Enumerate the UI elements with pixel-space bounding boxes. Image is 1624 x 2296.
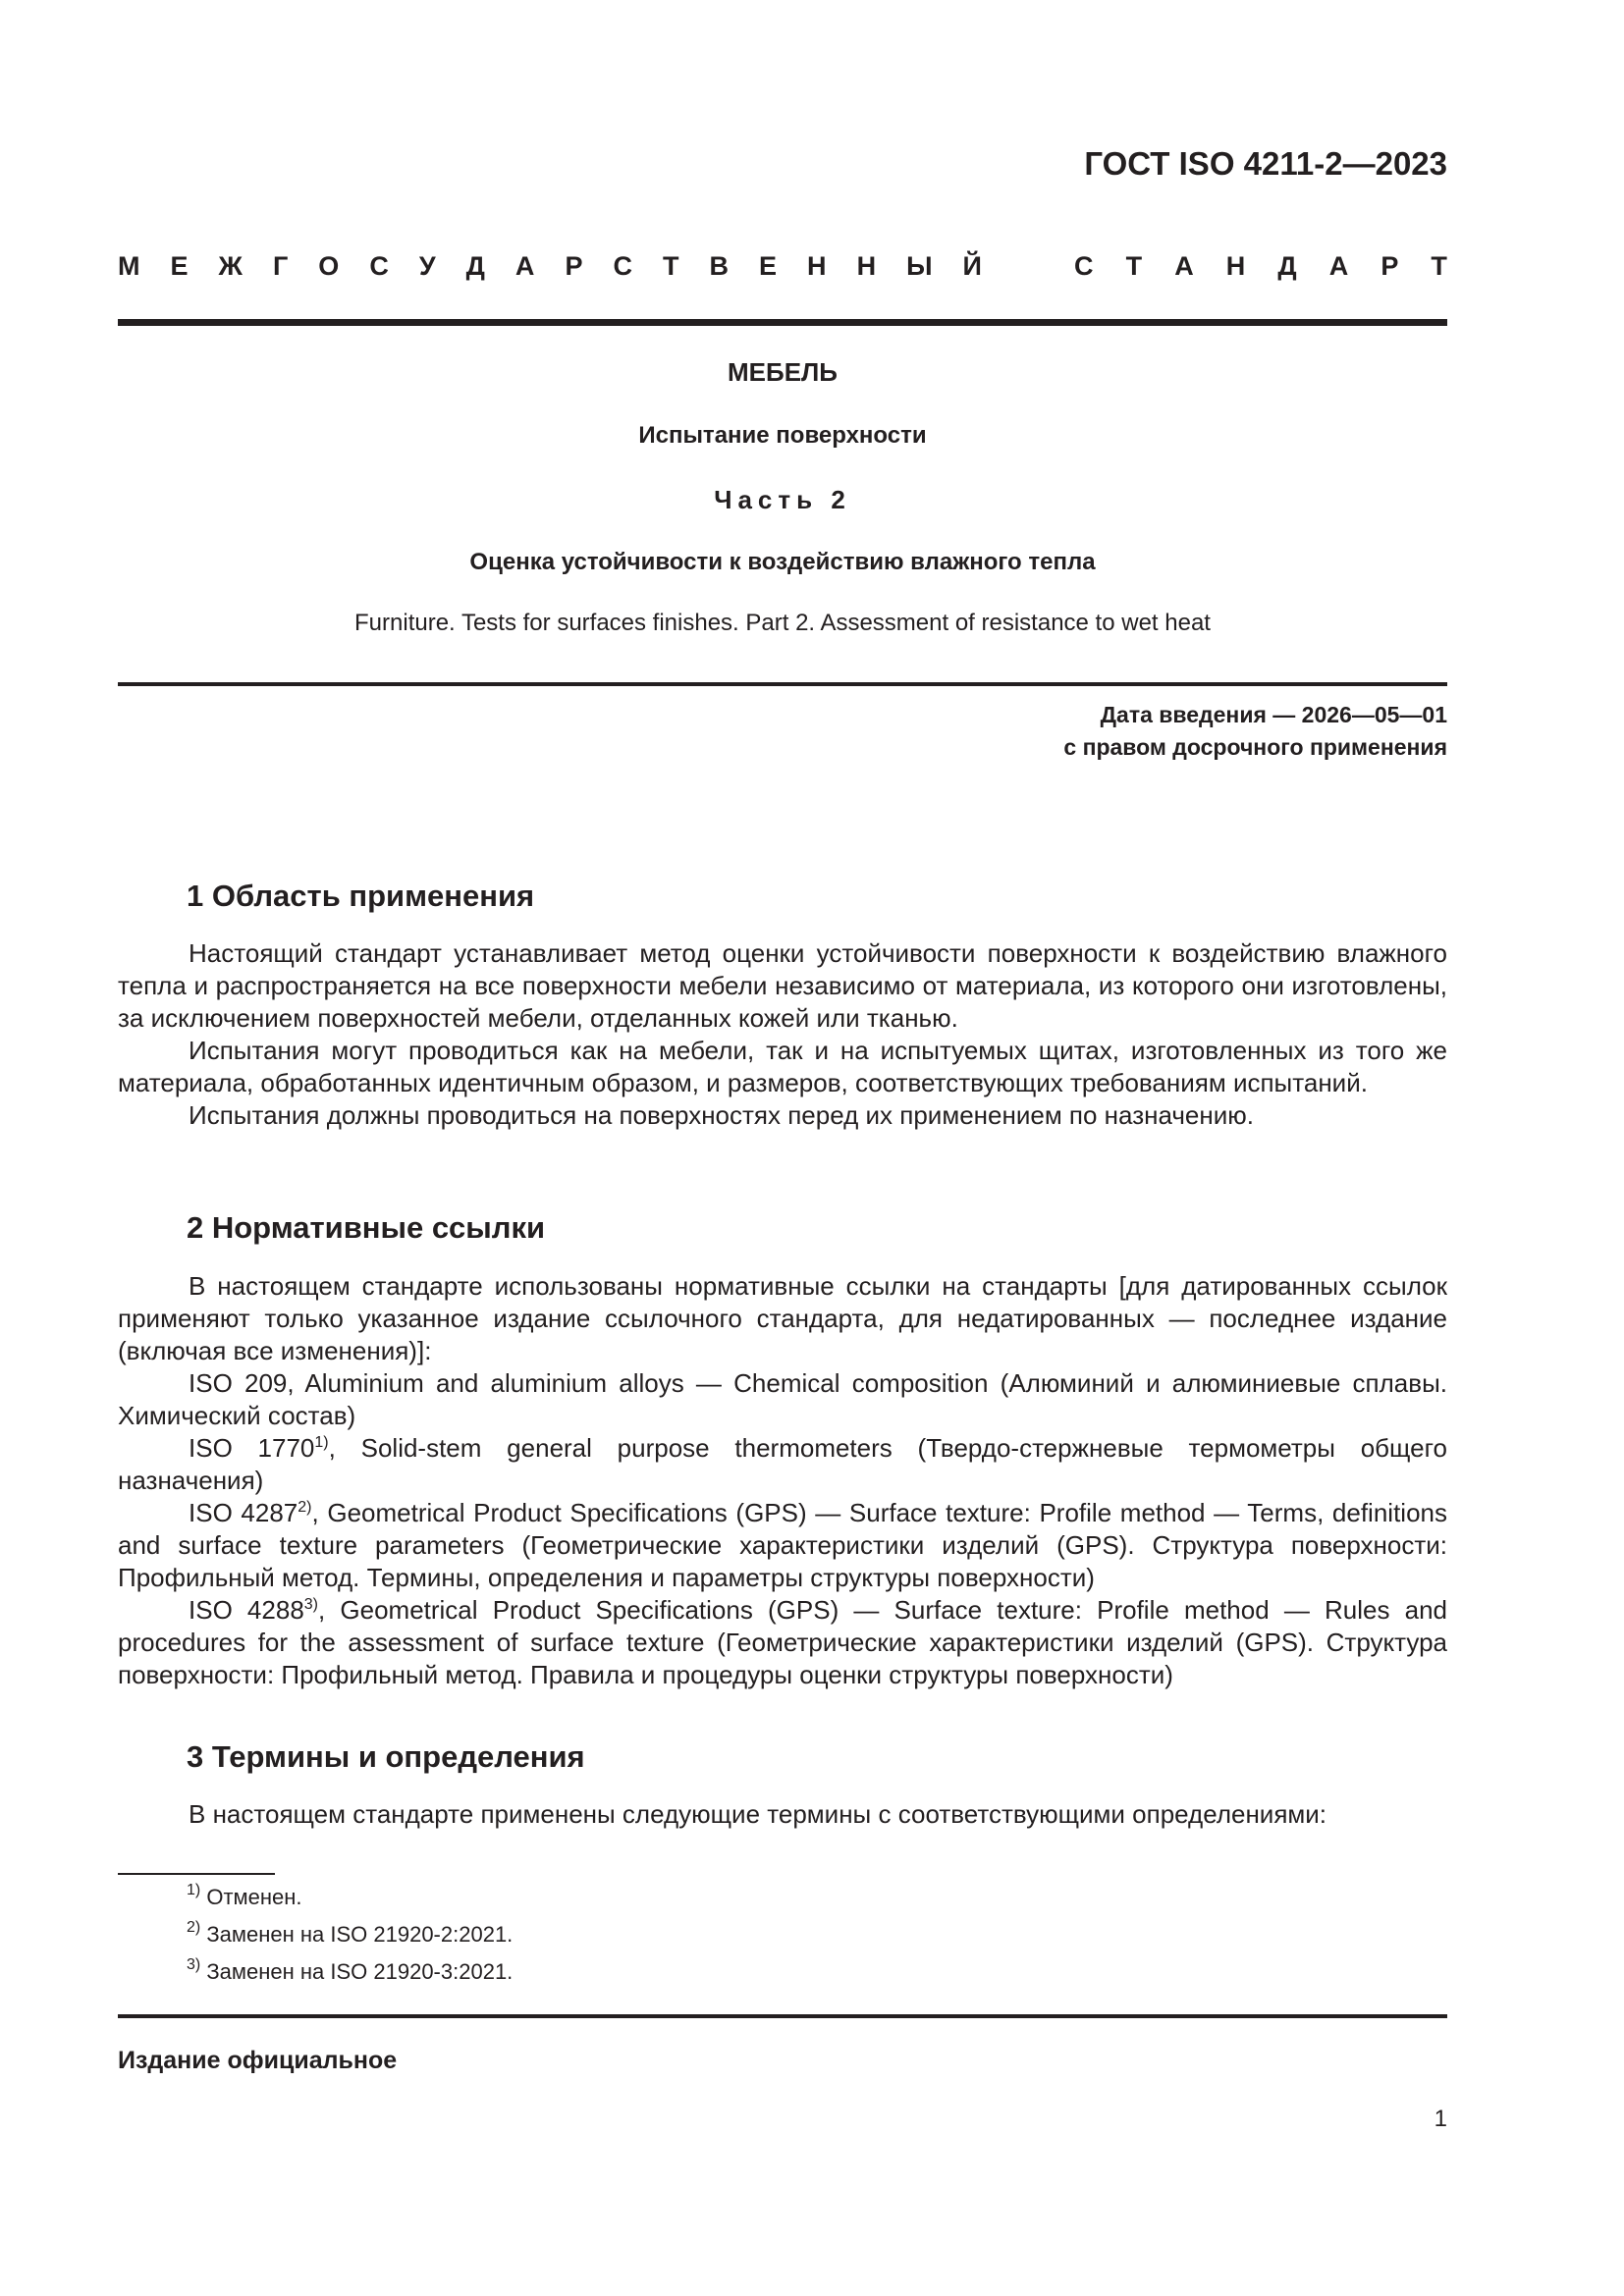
letter: У	[418, 251, 436, 281]
letter: Р	[565, 251, 583, 281]
footnote: $^{1)}$ Отменен.	[187, 1882, 302, 1909]
footnote-ref: 1)	[314, 1434, 329, 1451]
letter: А	[1174, 251, 1194, 281]
section-3-paragraph: В настоящем стандарте применены следующие термины с соответствующими определениями:	[189, 1799, 1327, 1829]
letter: Д	[1277, 251, 1297, 281]
title-rule	[118, 682, 1447, 686]
letter: Т	[1431, 251, 1447, 281]
page-number: 1	[1434, 2106, 1447, 2132]
letter: Й	[962, 251, 982, 281]
title-name: Оценка устойчивости к воздействию влажного тепла	[469, 549, 1096, 575]
title-part: Часть 2	[714, 485, 851, 514]
official-edition-label: Издание официальное	[118, 2047, 398, 2074]
letter: Т	[1125, 251, 1143, 281]
letter: Ж	[218, 251, 243, 281]
letter: Г	[272, 251, 289, 281]
early-application: с правом досрочного применения	[1063, 734, 1447, 760]
section-2-paragraph: В настоящем стандарте использованы нормативные ссылки на стандарты [для датированных ссылок применяют только указанное издание ссылочного стандарта, для недатированных — последнее издание (включая все изменения)]:	[118, 1271, 1447, 1365]
section-3-heading: 3 Термины и определения	[187, 1739, 585, 1774]
letter: О	[318, 251, 340, 281]
footer-rule	[118, 2014, 1447, 2018]
introduction-date-block	[1063, 699, 1447, 764]
section-2-body	[118, 1270, 1447, 1691]
letter: А	[514, 251, 535, 281]
reference-iso-1770: ISO 1770$^{1)}$, Solid-stem general purpose thermometers (Твердо-стержневые термометры общего назначения)	[118, 1433, 1447, 1495]
letter: М	[118, 251, 140, 281]
section-1-paragraph: Настоящий стандарт устанавливает метод оценки устойчивости поверхности к воздействию влажного тепла и распространяется на все поверхности мебели независимо от материала, из которого они изготовлены, за исключением поверхностей мебели, отделанных кожей или тканью.	[118, 938, 1447, 1033]
letter: Н	[1225, 251, 1246, 281]
reference-iso-4288: ISO 4288$^{3)}$, Geometrical Product Specifications (GPS) — Surface texture: Profile method — Rules and procedures for the assessment of surface texture (Геометрические характеристики изделий (GPS). Структура поверхности: Профильный метод. Правила и процедуры оценки структуры поверхности)	[118, 1595, 1447, 1689]
letter: Р	[1380, 251, 1399, 281]
footnote: $^{3)}$ Заменен на ISO 21920-3:2021.	[187, 1956, 514, 1984]
title-main: МЕБЕЛЬ	[728, 357, 838, 387]
letter: С	[1074, 251, 1094, 281]
interstate-word-1	[118, 251, 982, 282]
footnote-ref: 3)	[303, 1596, 319, 1613]
letter: Е	[170, 251, 189, 281]
letter: В	[709, 251, 729, 281]
section-1-body	[118, 937, 1447, 1132]
interstate-standard-label	[118, 251, 1447, 282]
section-1-paragraph: Испытания должны проводиться на поверхностях перед их применением по назначению.	[189, 1100, 1254, 1130]
footnote: $^{2)}$ Заменен на ISO 21920-2:2021.	[187, 1919, 514, 1947]
section-3-body	[118, 1798, 1447, 1831]
title-subtitle: Испытание поверхности	[638, 422, 927, 449]
header-rule	[118, 319, 1447, 326]
letter: С	[369, 251, 389, 281]
standard-code: ГОСТ ISO 4211-2—2023	[1084, 145, 1447, 182]
reference-iso-4287: ISO 4287$^{2)}$, Geometrical Product Specifications (GPS) — Surface texture: Profile method — Terms, definitions and surface texture parameters (Геометрические характеристики изделий (GPS). Структура поверхности: Профильный метод. Термины, определения и параметры структуры поверхности)	[118, 1498, 1447, 1592]
section-2-heading: 2 Нормативные ссылки	[187, 1210, 546, 1245]
section-1-heading: 1 Область применения	[187, 879, 535, 913]
letter: Н	[856, 251, 877, 281]
letter: Н	[807, 251, 827, 281]
section-1-paragraph: Испытания могут проводиться как на мебели, так и на испытуемых щитах, изготовленных из того же материала, обработанных идентичным образом, и размеров, соответствующих требованиям испытаний.	[118, 1036, 1447, 1097]
title-english: Furniture. Tests for surfaces finishes. Part 2. Assessment of resistance to wet heat	[354, 610, 1211, 636]
letter: А	[1328, 251, 1349, 281]
letter: С	[613, 251, 632, 281]
reference-iso-209: ISO 209, Aluminium and aluminium alloys — Chemical composition (Алюминий и алюминиевые сплавы. Химический состав)	[118, 1368, 1447, 1430]
footnote-separator	[118, 1873, 275, 1875]
interstate-word-2	[1074, 251, 1447, 282]
letter: Ы	[906, 251, 933, 281]
letter: Е	[759, 251, 778, 281]
letter: Д	[465, 251, 485, 281]
footnote-ref: 2)	[298, 1499, 312, 1516]
introduction-date: Дата введения — 2026—05—01	[1100, 702, 1447, 727]
letter: Т	[662, 251, 679, 281]
